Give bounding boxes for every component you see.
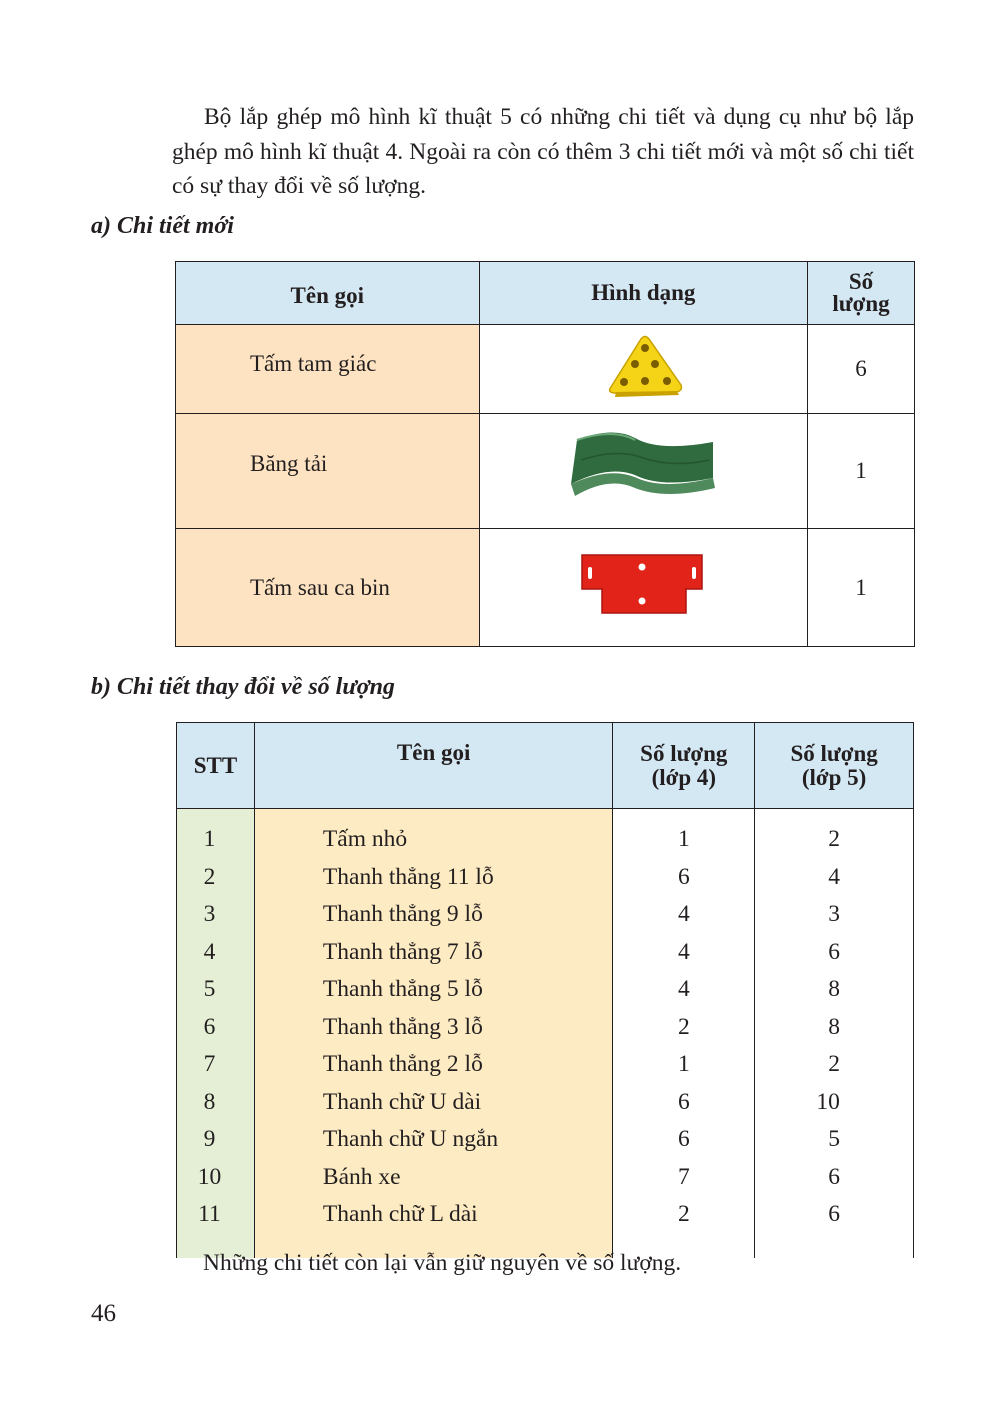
stt-cell: 8 (177, 1084, 255, 1122)
name-cell: Tấm nhỏ (254, 809, 612, 859)
grade4-cell: 6 (613, 859, 755, 897)
grade5-cell: 2 (755, 809, 914, 859)
part-name: Băng tải (176, 414, 480, 529)
name-cell: Thanh chữ U dài (254, 1084, 612, 1122)
table-row (177, 1121, 914, 1159)
intro-paragraph (172, 100, 914, 204)
grade5-cell: 6 (755, 1196, 914, 1258)
section-a-heading: a) Chi tiết mới (91, 213, 234, 239)
table-row (177, 809, 914, 859)
stt-cell: 1 (177, 809, 255, 859)
name-cell: Thanh thẳng 9 lỗ (254, 896, 612, 934)
stt-cell: 7 (177, 1046, 255, 1084)
grade4-cell: 2 (613, 1009, 755, 1047)
grade4-cell: 2 (613, 1196, 755, 1258)
header-shape: Hình dạng (479, 262, 808, 325)
header-name: Tên gọi (254, 723, 612, 809)
grade5-cell: 3 (755, 896, 914, 934)
stt-cell: 3 (177, 896, 255, 934)
grade4-cell: 4 (613, 971, 755, 1009)
name-cell: Thanh thẳng 3 lỗ (254, 1009, 612, 1047)
stt-cell: 9 (177, 1121, 255, 1159)
grade4-cell: 6 (613, 1121, 755, 1159)
part-name: Tấm sau ca bin (176, 529, 480, 647)
table-row (177, 1009, 914, 1047)
name-cell: Thanh thẳng 5 lỗ (254, 971, 612, 1009)
stt-cell: 6 (177, 1009, 255, 1047)
closing-text: Những chi tiết còn lại vẫn giữ nguyên về số lượng. (203, 1250, 682, 1276)
table-row (176, 414, 915, 529)
header-grade5: Số lượng (lớp 5) (755, 723, 914, 809)
grade4-cell: 7 (613, 1159, 755, 1197)
part-qty: 1 (808, 414, 915, 529)
part-name: Tấm tam giác (176, 325, 480, 414)
name-cell: Thanh chữ U ngắn (254, 1121, 612, 1159)
name-cell: Bánh xe (254, 1159, 612, 1197)
part-qty: 1 (808, 529, 915, 647)
table-row (177, 934, 914, 972)
yellow-triangle-plate-icon (593, 331, 693, 401)
table-row (177, 1046, 914, 1084)
header-qty: Số lượng (808, 262, 915, 325)
table-row (177, 971, 914, 1009)
header-name: Tên gọi (176, 262, 480, 325)
stt-cell: 4 (177, 934, 255, 972)
name-cell: Thanh chữ L dài (254, 1196, 612, 1258)
grade5-cell: 8 (755, 1009, 914, 1047)
red-rear-cabin-plate-icon (578, 549, 708, 621)
table-row (176, 529, 915, 647)
name-cell: Thanh thẳng 2 lỗ (254, 1046, 612, 1084)
grade4-cell: 1 (613, 809, 755, 859)
table-row (177, 896, 914, 934)
grade4-cell: 6 (613, 1084, 755, 1122)
stt-cell: 2 (177, 859, 255, 897)
table-row (176, 325, 915, 414)
name-cell: Thanh thẳng 11 lỗ (254, 859, 612, 897)
grade5-cell: 10 (755, 1084, 914, 1122)
green-conveyor-belt-icon (563, 426, 723, 510)
grade4-cell: 4 (613, 934, 755, 972)
intro-text: Bộ lắp ghép mô hình kĩ thuật 5 có những chi tiết và dụng cụ như bộ lắp ghép mô hình kĩ thuật 4. Ngoài ra còn có thêm 3 chi tiết mới và một số chi tiết có sự thay đổi về số lượng. (172, 104, 914, 199)
grade5-cell: 8 (755, 971, 914, 1009)
quantity-header-row (177, 723, 914, 809)
new-parts-table (175, 261, 915, 647)
shape-cell (479, 529, 808, 647)
table-row (177, 1159, 914, 1197)
grade5-cell: 5 (755, 1121, 914, 1159)
name-cell: Thanh thẳng 7 lỗ (254, 934, 612, 972)
section-b-heading: b) Chi tiết thay đổi về số lượng (91, 674, 395, 700)
header-grade4: Số lượng (lớp 4) (613, 723, 755, 809)
header-stt: STT (177, 723, 255, 809)
grade5-cell: 4 (755, 859, 914, 897)
stt-cell: 10 (177, 1159, 255, 1197)
grade4-cell: 1 (613, 1046, 755, 1084)
grade5-cell: 6 (755, 1159, 914, 1197)
grade5-cell: 6 (755, 934, 914, 972)
shape-cell (479, 325, 808, 414)
part-qty: 6 (808, 325, 915, 414)
shape-cell (479, 414, 808, 529)
grade5-cell: 2 (755, 1046, 914, 1084)
table-row (177, 1084, 914, 1122)
new-parts-header-row (176, 262, 915, 325)
page-number: 46 (91, 1300, 116, 1327)
grade4-cell: 4 (613, 896, 755, 934)
quantity-change-table (176, 722, 914, 1258)
stt-cell: 11 (177, 1196, 255, 1258)
table-row (177, 1196, 914, 1258)
stt-cell: 5 (177, 971, 255, 1009)
table-row (177, 859, 914, 897)
